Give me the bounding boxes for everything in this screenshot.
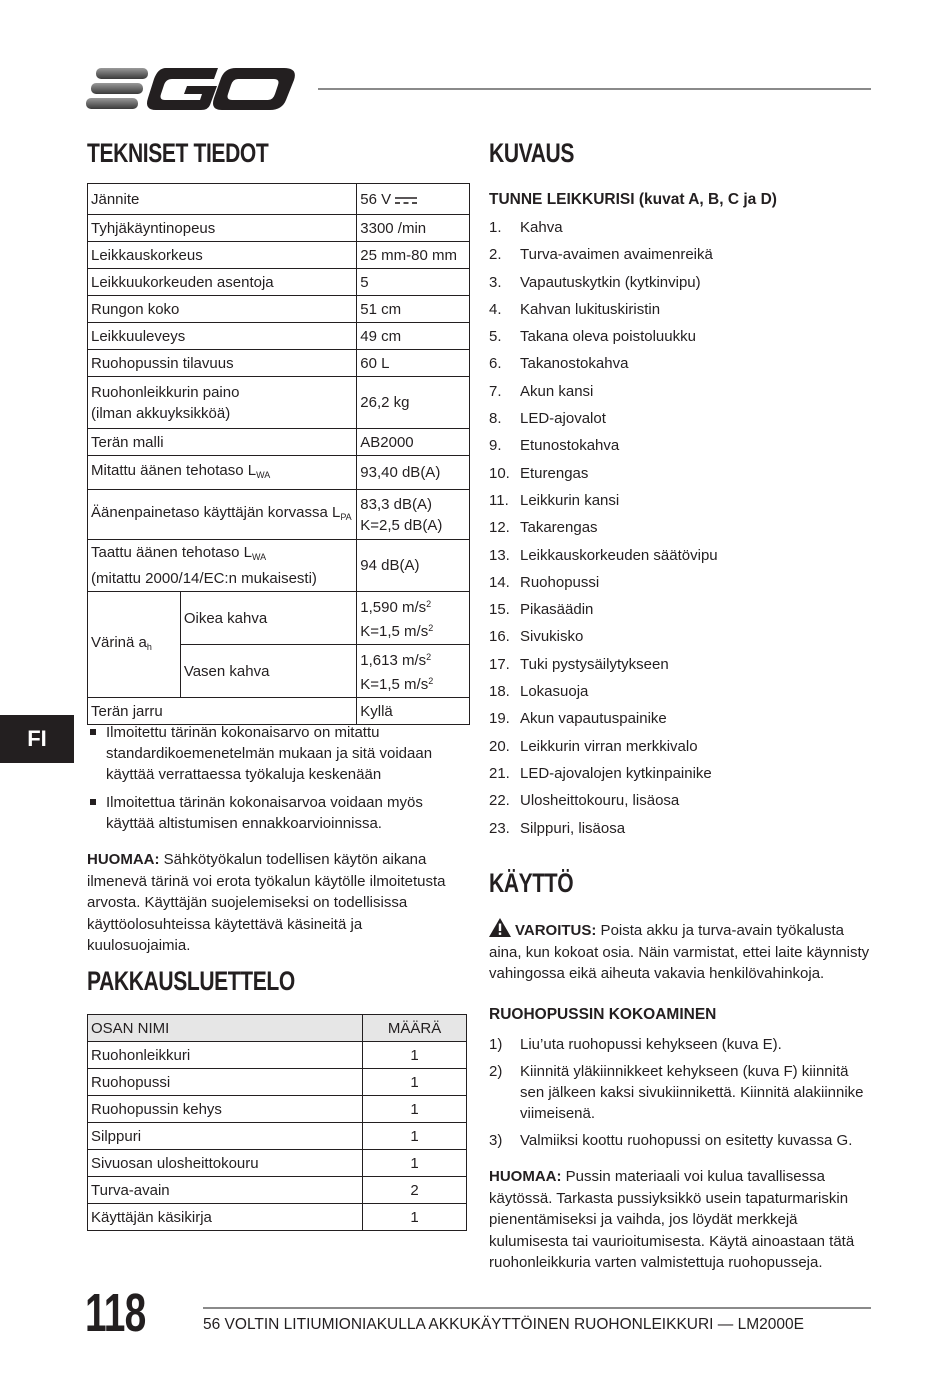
table-row (88, 698, 470, 725)
operation-title: KÄYTTÖ (489, 868, 574, 898)
spec-label: Ruohopussin tilavuus (88, 350, 357, 377)
bullet-item: Ilmoitettua tärinän kokonaisarvoa voidaan myös käyttää altistumisen ennakkoarvioinnissa. (87, 792, 467, 834)
spec-label: Terän jarru (88, 698, 357, 725)
footer-rule (203, 1307, 871, 1309)
spec-sublabel: Vasen kahva (180, 645, 356, 698)
warning-triangle-icon (489, 918, 511, 937)
part-name: Ruohonleikkuri (88, 1042, 363, 1069)
part-quantity: 1 (363, 1150, 467, 1177)
list-item: 13. Leikkauskorkeuden säätövipu (489, 546, 718, 564)
spec-value: 1,590 $m/s^2$ K=1,5 $m/s^2$ (357, 592, 470, 645)
spec-value: 56 V (357, 184, 470, 215)
spec-value: 60 L (357, 350, 470, 377)
spec-value: 94 dB(A) (357, 540, 470, 592)
specs-title: TEKNISET TIEDOT (87, 138, 269, 168)
table-row (88, 592, 470, 645)
spec-value: Kyllä (357, 698, 470, 725)
vibration-note: HUOMAA: Sähkötyökalun todellisen käytön aikana ilmenevä tärinä voi erota työkalun käytölle ilmoitetusta arvosta. Käyttäjän suojelemiseksi on todellisissa käyttöolosuhteissa käytettävä käsineitä ja kuulosuojaimia. (87, 851, 446, 954)
description-title: KUVAUS (489, 138, 575, 168)
table-row (88, 490, 470, 540)
header-rule (318, 88, 871, 90)
pack-title: PAKKAUSLUETTELO (87, 966, 295, 996)
bullet-item: Ilmoitettu tärinän kokonaisarvo on mitattu standardikoemenetelmän mukaan ja sitä voidaan käyttää verrattaessa työkaluja keskenään (87, 722, 467, 785)
assembly-steps (489, 1034, 874, 1157)
specs-table (87, 183, 470, 725)
table-row (88, 269, 470, 296)
table-row (88, 1123, 467, 1150)
list-item: 2. Turva-avaimen avaimenreikä (489, 246, 713, 264)
list-item: 22. Ulosheittokouru, lisäosa (489, 792, 680, 810)
list-item: 9. Etunostokahva (489, 437, 620, 455)
part-name: Ruohopussi (88, 1069, 363, 1096)
dc-symbol-icon (395, 195, 417, 205)
spec-value: AB2000 (357, 429, 470, 456)
part-quantity: 1 (363, 1042, 467, 1069)
table-row (88, 429, 470, 456)
table-row (88, 1177, 467, 1204)
spec-label: Leikkuukorkeuden asentoja (88, 269, 357, 296)
part-name: Ruohopussin kehys (88, 1096, 363, 1123)
column-header-quantity: MÄÄRÄ (363, 1015, 467, 1042)
spec-value: 25 mm-80 mm (357, 242, 470, 269)
list-item: 12. Takarengas (489, 519, 598, 537)
spec-label: Leikkauskorkeus (88, 242, 357, 269)
table-row (88, 1042, 467, 1069)
table-row (88, 1069, 467, 1096)
list-item: 15. Pikasäädin (489, 601, 594, 619)
spec-label: Värinä $a_h$ (88, 592, 181, 698)
part-name: Silppuri (88, 1123, 363, 1150)
spec-label: Terän malli (88, 429, 357, 456)
bag-note: HUOMAA: Pussin materiaali voi kulua tavallisessa käytössä. Tarkasta pussiyksikkö usein tapaturmariskin pienentämiseksi ja vaihda, jos löydät merkkejä kulumisesta tai vaurioitumisesta. Käytä ainoastaan tätä ruohonleikkuria varten valmistettuja ruohopusseja. (489, 1168, 855, 1271)
list-item: 16. Sivukisko (489, 628, 584, 646)
bullet-square-icon (90, 799, 96, 805)
part-name: Turva-avain (88, 1177, 363, 1204)
list-item: 1) Liu’uta ruohopussi kehykseen (kuva E). (489, 1036, 782, 1053)
list-item: 17. Tuki pystysäilytykseen (489, 655, 669, 673)
list-item: 4. Kahvan lukituskiristin (489, 300, 661, 318)
table-row (88, 323, 470, 350)
list-item: 14. Ruohopussi (489, 573, 600, 591)
part-quantity: 1 (363, 1204, 467, 1231)
list-item: 21. LED-ajovalojen kytkinpainike (489, 764, 712, 782)
spec-label: Taattu äänen tehotaso $L_{WA}$ (mitattu 2000/14/EC:n mukaisesti) (88, 540, 357, 592)
spec-value: 49 cm (357, 323, 470, 350)
list-item: 2) Kiinnitä yläkiinnikkeet kehykseen (kuva F) kiinnitä sen jälkeen kaksi sivukiinnikettä. Kiinnitä alakiinnike viimeisenä. (489, 1063, 864, 1122)
table-row (88, 1204, 467, 1231)
list-item: 3. Vapautuskytkin (kytkinvipu) (489, 273, 701, 291)
list-item: 1. Kahva (489, 219, 563, 236)
list-item: 6. Takanostokahva (489, 355, 629, 373)
spec-value: 93,40 dB(A) (357, 456, 470, 490)
list-item: 18. Lokasuoja (489, 683, 589, 701)
table-row (88, 350, 470, 377)
spec-value: 26,2 kg (357, 377, 470, 429)
spec-label: Jännite (88, 184, 357, 215)
part-name: Sivuosan ulosheittokouru (88, 1150, 363, 1177)
spec-label: Tyhjäkäyntinopeus (88, 215, 357, 242)
list-item: 3) Valmiiksi koottu ruohopussi on esitetty kuvassa G. (489, 1132, 853, 1149)
list-item: 23. Silppuri, lisäosa (489, 819, 626, 837)
table-row (88, 1096, 467, 1123)
part-quantity: 2 (363, 1177, 467, 1204)
parts-list (489, 218, 879, 846)
table-row (88, 242, 470, 269)
column-header-part-name: OSAN NIMI (88, 1015, 363, 1042)
spec-value: 51 cm (357, 296, 470, 323)
list-item: 10. Eturengas (489, 464, 589, 482)
table-row (88, 215, 470, 242)
language-tab: FI (0, 715, 74, 763)
table-row (88, 377, 470, 429)
list-item: 11. Leikkurin kansi (489, 491, 620, 509)
part-quantity: 1 (363, 1069, 467, 1096)
spec-label: Ruohonleikkurin paino (ilman akkuyksikköä) (88, 377, 357, 429)
part-name: Käyttäjän käsikirja (88, 1204, 363, 1231)
list-item: 5. Takana oleva poistoluukku (489, 328, 696, 346)
page-number: 118 (85, 1283, 146, 1343)
table-row (88, 184, 470, 215)
warning-paragraph: VAROITUS: Poista akku ja turva-avain työkalusta aina, kun kokoat osia. Näin varmistat, ettei laite käynnisty vahingossa eikä aiheuta vakavia henkilövahinkoja. (489, 918, 874, 985)
spec-value: 83,3 dB(A) K=2,5 dB(A) (357, 490, 470, 540)
list-item: 7. Akun kansi (489, 382, 594, 400)
spec-label: Mitattu äänen tehotaso $L_{WA}$ (88, 456, 357, 490)
packing-list-table (87, 1014, 467, 1231)
assembly-title: RUOHOPUSSIN KOKOAMINEN (489, 1006, 717, 1023)
spec-label: Leikkuuleveys (88, 323, 357, 350)
spec-value: 5 (357, 269, 470, 296)
spec-label: Äänenpainetaso käyttäjän korvassa $L_{PA}$ (88, 490, 357, 540)
spec-value: 1,613 $m/s^2$ K=1,5 $m/s^2$ (357, 645, 470, 698)
part-quantity: 1 (363, 1096, 467, 1123)
bullet-square-icon (90, 729, 96, 735)
footer-title: 56 VOLTIN LITIUMIONIAKULLA AKKUKÄYTTÖINEN RUOHONLEIKKURI — LM2000E (203, 1316, 804, 1333)
spec-value: 3300 /min (357, 215, 470, 242)
table-row (88, 540, 470, 592)
vibration-notes (87, 722, 467, 957)
list-item: 19. Akun vapautuspainike (489, 710, 667, 728)
table-row (88, 456, 470, 490)
list-item: 8. LED-ajovalot (489, 410, 606, 428)
ego-logo (86, 64, 298, 114)
list-item: 20. Leikkurin virran merkkivalo (489, 737, 698, 755)
know-your-mower-title: TUNNE LEIKKURISI (kuvat A, B, C ja D) (489, 191, 777, 208)
table-row (88, 1150, 467, 1177)
spec-label: Rungon koko (88, 296, 357, 323)
table-header-row (88, 1015, 467, 1042)
spec-sublabel: Oikea kahva (180, 592, 356, 645)
part-quantity: 1 (363, 1123, 467, 1150)
table-row (88, 296, 470, 323)
